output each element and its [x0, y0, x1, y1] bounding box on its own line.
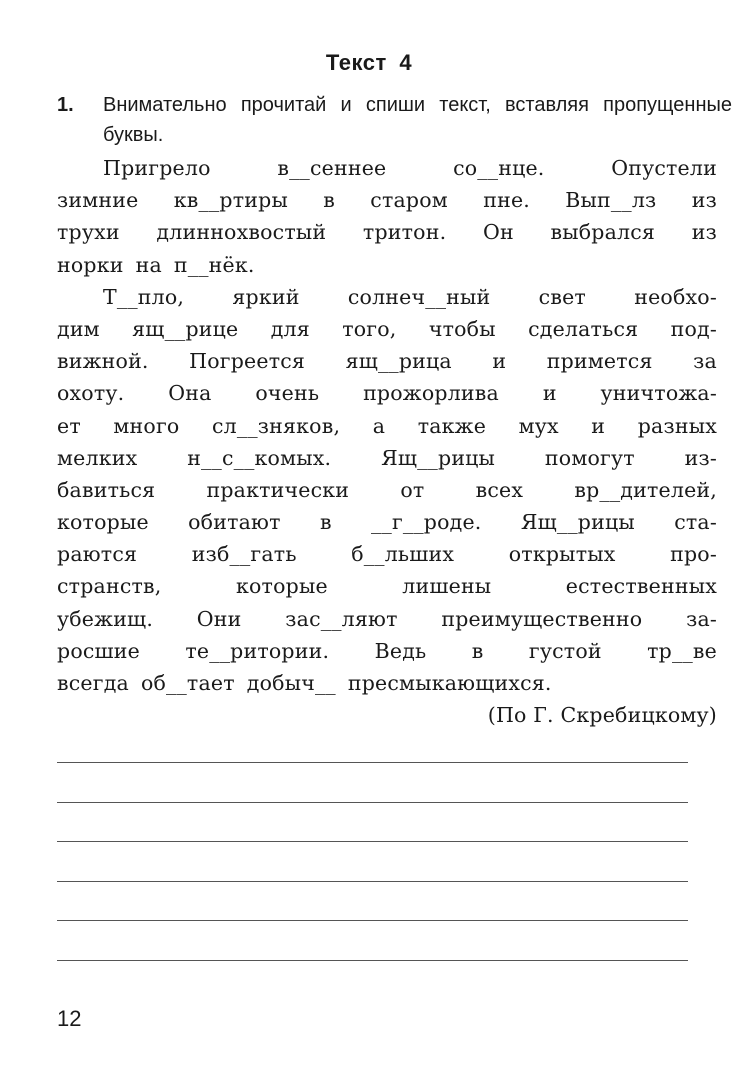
word: и	[542, 381, 557, 406]
word: Вып__лз	[565, 188, 657, 213]
word: в	[471, 638, 484, 663]
word: Т__пло,	[103, 284, 185, 309]
attribution: (По Г. Скребицкому)	[487, 703, 717, 728]
text-line	[57, 635, 717, 667]
word: лишены	[402, 574, 492, 599]
word: которые	[57, 510, 149, 535]
task-instruction: Внимательно прочитай и спиши текст, вставляя пропущенные буквы.	[103, 94, 732, 146]
word: за-	[686, 606, 717, 631]
word: раются	[57, 542, 138, 567]
word: в__сеннее	[277, 156, 387, 180]
answer-line[interactable]	[57, 881, 688, 882]
word: за	[693, 349, 717, 374]
answer-line[interactable]	[57, 802, 688, 803]
text-line	[57, 474, 717, 506]
text-line	[57, 184, 717, 216]
word: из	[691, 188, 717, 213]
word: и	[492, 349, 507, 374]
word: уничтожа-	[600, 381, 717, 406]
word: добыч__	[246, 671, 336, 695]
word: на	[135, 252, 162, 277]
word: Пригрело	[103, 156, 211, 180]
word: кв__ртиры	[173, 188, 288, 213]
word: Она	[168, 381, 212, 406]
word: разных	[637, 413, 717, 438]
word: ста-	[674, 510, 717, 535]
word: ет	[57, 413, 81, 438]
word: Ящ__рицы	[520, 510, 635, 535]
answer-line[interactable]	[57, 841, 688, 842]
text-line	[57, 667, 717, 699]
word: мелких	[57, 445, 138, 470]
word: естественных	[565, 574, 717, 599]
word: под-	[670, 316, 717, 341]
word: __г__роде.	[371, 510, 482, 535]
word: и	[591, 413, 606, 438]
page-title: Текст 4	[325, 50, 413, 75]
word: густой	[528, 638, 602, 663]
word: про-	[670, 542, 717, 567]
word: чтобы	[428, 316, 496, 341]
word: об__тает	[140, 671, 235, 695]
word: убежищ.	[57, 606, 154, 631]
word: а	[372, 413, 386, 438]
text-line	[57, 570, 717, 602]
word: сделаться	[528, 316, 639, 341]
word: в	[323, 188, 335, 213]
word: пресмыкающихся.	[347, 671, 552, 695]
word: много	[113, 413, 180, 438]
word: тр__ве	[647, 638, 717, 663]
word: Опустели	[611, 156, 717, 180]
word: очень	[255, 381, 320, 406]
word: ящ__рице	[132, 316, 239, 341]
word: старом	[370, 188, 448, 213]
word: тритон.	[362, 220, 447, 245]
word: норки	[57, 252, 124, 277]
word: со__нце.	[453, 156, 545, 180]
answer-line[interactable]	[57, 920, 688, 921]
text-line	[57, 506, 717, 538]
word: росшие	[57, 638, 140, 663]
word: которые	[235, 574, 328, 599]
text-line	[57, 313, 717, 345]
word: изб__гать	[191, 542, 297, 567]
word: странств,	[57, 574, 162, 599]
word: в	[319, 510, 332, 535]
word: необхо-	[634, 284, 717, 309]
word: преимущественно	[441, 606, 643, 631]
word: Погреется	[189, 349, 306, 374]
word: Он	[482, 220, 514, 245]
word: зас__ляют	[285, 606, 398, 631]
word: дим	[57, 316, 100, 341]
task-instruction-block	[57, 90, 732, 150]
word: также	[417, 413, 487, 438]
word: примется	[546, 349, 653, 374]
word: ящ__рица	[345, 349, 452, 374]
text-line	[57, 249, 717, 281]
word: практически	[206, 477, 350, 502]
task-number: 1.	[57, 94, 74, 116]
answer-line[interactable]	[57, 960, 688, 961]
word: выбрался	[550, 220, 656, 245]
word: вижной.	[57, 349, 149, 374]
word: Ящ__рицы	[381, 445, 496, 470]
word: помогут	[544, 445, 635, 470]
text-line	[57, 216, 717, 248]
exercise-text	[57, 152, 717, 731]
text-line	[57, 538, 717, 570]
answer-lines	[57, 762, 688, 999]
word: для	[270, 316, 310, 341]
text-line	[57, 603, 717, 635]
word: из-	[684, 445, 717, 470]
word: б__льших	[351, 542, 455, 567]
word: пне.	[483, 188, 530, 213]
word: зимние	[57, 188, 139, 213]
text-line	[57, 442, 717, 474]
word: из	[691, 220, 717, 245]
word: яркий	[232, 284, 300, 309]
word: те__ритории.	[185, 638, 330, 663]
word: открытых	[508, 542, 616, 567]
word: трухи	[57, 220, 120, 245]
text-line	[57, 410, 717, 442]
word: прожорлива	[363, 381, 499, 406]
text-line	[57, 152, 717, 184]
word: вр__дителей,	[574, 477, 717, 502]
word: солнеч__ный	[347, 284, 491, 309]
word: Ведь	[374, 638, 427, 663]
word: того,	[342, 316, 397, 341]
text-line	[57, 377, 717, 409]
word: свет	[538, 284, 586, 309]
answer-line[interactable]	[57, 762, 688, 763]
text-line	[57, 281, 717, 313]
text-line	[57, 345, 717, 377]
word: сл__зняков,	[211, 413, 341, 438]
word: от	[400, 477, 425, 502]
word: длиннохвостый	[156, 220, 327, 245]
word: бавиться	[57, 477, 156, 502]
word: обитают	[188, 510, 281, 535]
word: мух	[518, 413, 559, 438]
word: п__нёк.	[173, 252, 255, 277]
word: всегда	[57, 671, 129, 695]
word: всех	[475, 477, 524, 502]
page-number: 12	[57, 1006, 82, 1031]
word: н__с__комых.	[187, 445, 332, 470]
word: охоту.	[57, 381, 125, 406]
word: Они	[196, 606, 242, 631]
